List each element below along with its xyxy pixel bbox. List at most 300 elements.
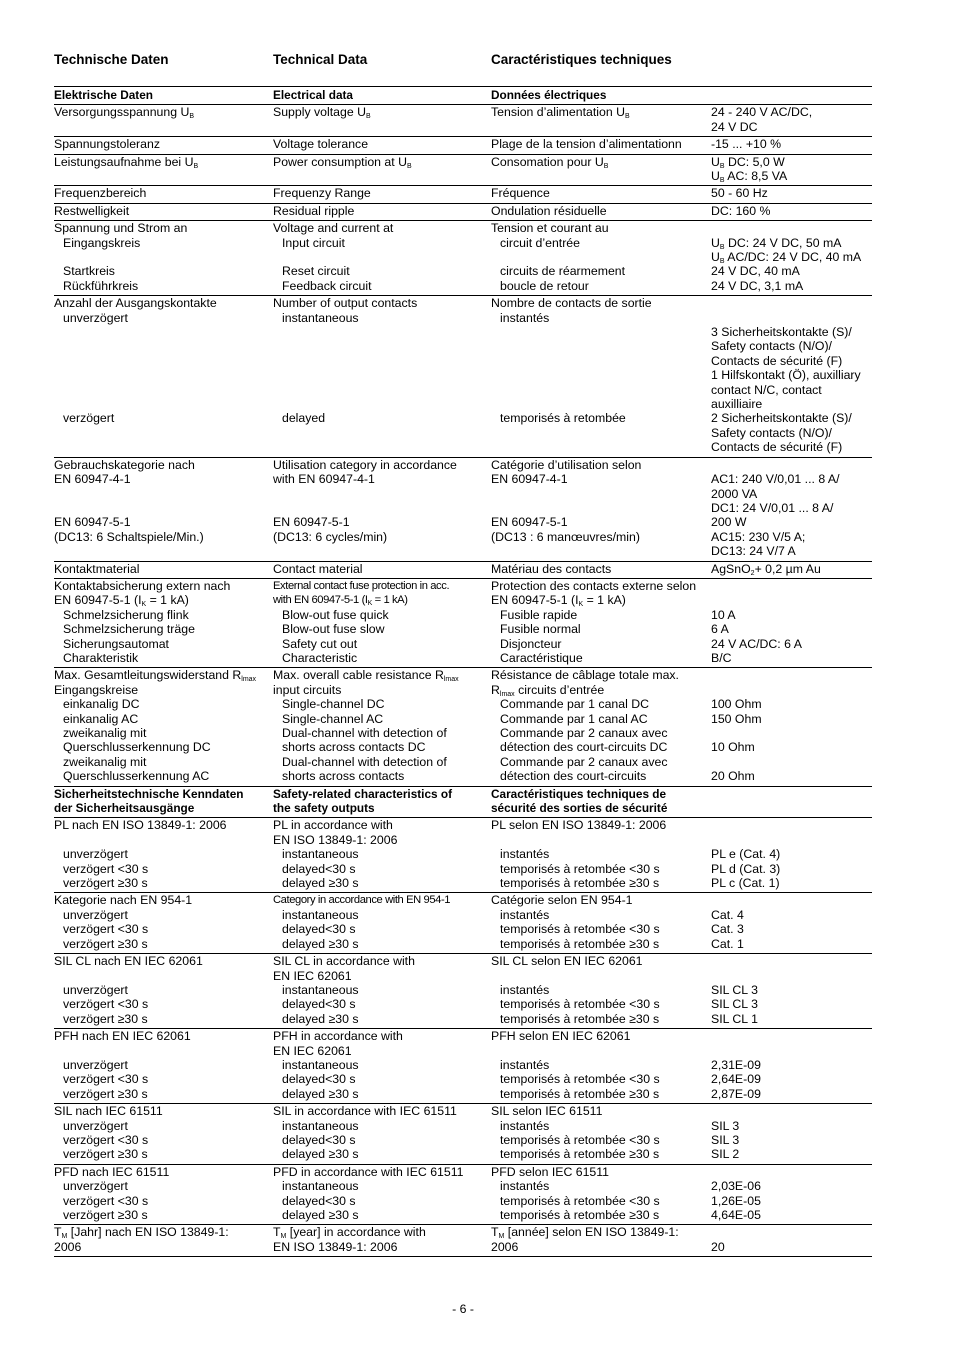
cell-line: EN 60947-5-1 <box>54 515 131 530</box>
cell-line: instantés <box>500 1179 550 1194</box>
cell-line: 20 Ohm <box>711 769 755 784</box>
cell-line: delayed ≥30 s <box>282 1147 359 1162</box>
cell-french <box>491 88 711 105</box>
cell-french <box>491 221 711 296</box>
cell-line: delayed<30 s <box>282 922 356 937</box>
cell-line: instantaneous <box>282 907 359 922</box>
cell-line: Contacts de sécurité (F) <box>711 440 843 455</box>
cell-line: Startkreis <box>63 264 115 279</box>
cell-line: PL d (Cat. 3) <box>711 861 781 876</box>
cell-line: verzögert ≥30 s <box>63 1086 148 1101</box>
cell-line: SIL 2 <box>711 1147 740 1162</box>
cell-line: Nombre de contacts de sortie <box>491 296 652 311</box>
cell-line: Input circuit <box>282 235 345 250</box>
cell-english <box>273 1225 491 1257</box>
cell-line: delayed ≥30 s <box>282 876 359 891</box>
cell-german <box>54 88 273 105</box>
cell-line <box>54 833 273 847</box>
cell-german <box>54 561 273 578</box>
cell-line: 200 W <box>711 515 747 530</box>
cell-line: SIL nach IEC 61511 <box>54 1104 163 1119</box>
table-row <box>54 954 872 1029</box>
cell-line: Commande par 1 canal DC <box>500 697 649 712</box>
cell-line <box>273 250 491 264</box>
cell-line: delayed ≥30 s <box>282 936 359 951</box>
cell-french <box>491 1225 711 1257</box>
cell-french <box>491 1029 711 1104</box>
cell-line: instantaneous <box>282 310 359 325</box>
cell-line: temporisés à retombée ≥30 s <box>500 1208 660 1222</box>
cell-french <box>491 105 711 137</box>
cell-french <box>491 668 711 786</box>
cell-line: 2,03E-06 <box>711 1179 761 1194</box>
cell-line: SIL 3 <box>711 1118 740 1133</box>
cell-french <box>491 1104 711 1165</box>
cell-line: PFH selon EN IEC 62061 <box>491 1029 631 1044</box>
cell-german <box>54 893 273 954</box>
cell-line: Electrical data <box>273 88 353 102</box>
cell-line: PL in accordance with <box>273 818 393 833</box>
cell-english <box>273 954 491 1029</box>
cell-german <box>54 818 273 893</box>
cell-line: Safety contacts (N/O)/ <box>711 339 832 354</box>
cell-english <box>273 88 491 105</box>
cell-line: einkanalig AC <box>63 711 139 726</box>
cell-line <box>711 1165 872 1179</box>
cell-line: 100 Ohm <box>711 697 762 712</box>
cell-line: 50 - 60 Hz <box>711 186 768 201</box>
cell-line: DC1: 24 V/0,01 ... 8 A/ <box>711 500 834 515</box>
cell-line <box>54 440 273 454</box>
cell-line: détection des court-circuits <box>500 769 647 784</box>
cell-line: Commande par 2 canaux avec <box>500 726 668 740</box>
cell-line <box>711 1044 872 1058</box>
cell-value <box>711 954 872 1029</box>
cell-line: 1 Hilfskontakt (Ö), auxilliary <box>711 368 861 383</box>
cell-value <box>711 1104 872 1165</box>
cell-line: $U_B$ AC/DC: 24 V DC, 40 mA <box>711 250 862 266</box>
cell-line: 24 V DC, 3,1 mA <box>711 278 804 293</box>
section-header-row <box>54 88 872 105</box>
cell-line: unverzögert <box>63 310 128 325</box>
cell-line: Cat. 4 <box>711 907 744 922</box>
cell-line: Elektrische Daten <box>54 88 154 102</box>
cell-value <box>711 578 872 667</box>
cell-line: 2,87E-09 <box>711 1086 761 1101</box>
cell-english <box>273 1104 491 1165</box>
cell-line: 2,31E-09 <box>711 1057 761 1072</box>
cell-french <box>491 154 711 186</box>
cell-english <box>273 893 491 954</box>
cell-line: Fusible rapide <box>500 607 578 622</box>
cell-line: SIL CL in accordance with <box>273 954 415 969</box>
cell-french <box>491 893 711 954</box>
cell-line: détection des court-circuits DC <box>500 740 668 755</box>
cell-line: contact N/C, contact <box>711 382 822 397</box>
cell-line <box>491 501 711 515</box>
cell-line: Ondulation résiduelle <box>491 203 607 218</box>
cell-line: B/C <box>711 650 732 665</box>
cell-line: SIL selon IEC 61511 <box>491 1104 603 1119</box>
cell-line: delayed<30 s <box>282 1132 356 1147</box>
table-row <box>54 296 872 457</box>
cell-line <box>491 325 711 339</box>
cell-line <box>491 969 711 983</box>
cell-line: Kategorie nach EN 954-1 <box>54 893 193 908</box>
cell-line <box>54 487 273 501</box>
cell-line: verzögert ≥30 s <box>63 936 148 951</box>
cell-line: PFH nach EN IEC 62061 <box>54 1029 191 1044</box>
cell-line: PFD nach IEC 61511 <box>54 1164 170 1179</box>
cell-line: Charakteristik <box>63 650 139 665</box>
cell-line: Rückführkreis <box>63 278 139 293</box>
cell-line <box>273 383 491 397</box>
cell-line: Matériau des contacts <box>491 561 612 576</box>
table-row <box>54 1029 872 1104</box>
cell-line: EN IEC 62061 <box>273 1043 352 1058</box>
cell-line <box>54 501 273 515</box>
cell-line: EN 60947-4-1 <box>54 472 131 487</box>
cell-line: 6 A <box>711 622 729 637</box>
cell-line: Frequenzy Range <box>273 186 371 201</box>
cell-line: Dual-channel with detection of <box>282 754 447 769</box>
cell-english <box>273 1164 491 1225</box>
cell-value <box>711 1164 872 1225</box>
cell-value <box>711 457 872 561</box>
cell-line: verzögert <30 s <box>63 922 149 937</box>
cell-german <box>54 203 273 220</box>
cell-line: Cat. 1 <box>711 936 744 951</box>
cell-line: $R_{lmax}$ circuits d’entrée <box>491 682 605 698</box>
cell-line <box>711 818 872 832</box>
cell-line: Max. overall cable resistance $R_{lmax}$ <box>273 668 459 684</box>
cell-line: EN ISO 13849-1: 2006 <box>273 832 398 847</box>
cell-value <box>711 1225 872 1257</box>
cell-line <box>273 325 491 339</box>
cell-english <box>273 154 491 186</box>
cell-line: Fusible normal <box>500 622 581 637</box>
table-row <box>54 154 872 186</box>
cell-line <box>273 397 491 411</box>
cell-line: Querschlusserkennung AC <box>63 769 210 784</box>
cell-line: unverzögert <box>63 1179 128 1194</box>
cell-line <box>711 593 872 607</box>
cell-line: instantés <box>500 982 550 997</box>
cell-line <box>711 833 872 847</box>
cell-line: SIL CL 3 <box>711 997 758 1012</box>
cell-line <box>491 354 711 368</box>
cell-line: Cat. 3 <box>711 922 744 937</box>
cell-line: Safety contacts (N/O)/ <box>711 425 832 440</box>
cell-english <box>273 578 491 667</box>
cell-value <box>711 786 872 818</box>
cell-line <box>273 501 491 515</box>
cell-line: unverzögert <box>63 1057 128 1072</box>
technical-data-table <box>54 88 872 1257</box>
cell-line <box>711 968 872 982</box>
cell-line: Contacts de sécurité (F) <box>711 353 843 368</box>
cell-value <box>711 88 872 105</box>
cell-line <box>54 969 273 983</box>
cell-line <box>491 487 711 501</box>
cell-line: AgSnO$_2$+ 0,2 µm Au <box>711 561 821 577</box>
cell-line <box>711 726 872 740</box>
cell-line <box>273 354 491 368</box>
cell-line: 2000 VA <box>711 486 758 501</box>
cell-line <box>54 426 273 440</box>
cell-line: instantaneous <box>282 847 359 862</box>
cell-line: Category in accordance with EN 954-1 <box>273 894 451 907</box>
table-row <box>54 1225 872 1257</box>
cell-french <box>491 186 711 203</box>
cell-line: Blow-out fuse quick <box>282 607 389 622</box>
cell-line: Schmelzsicherung träge <box>63 622 195 637</box>
cell-line: Eingangskreis <box>63 235 141 250</box>
cell-line: Commande par 1 canal AC <box>500 711 648 726</box>
cell-english <box>273 186 491 203</box>
cell-line: temporisés à retombée <30 s <box>500 997 660 1012</box>
cell-line <box>54 339 273 353</box>
cell-german <box>54 105 273 137</box>
cell-line: instantés <box>500 310 550 325</box>
cell-line: verzögert <30 s <box>63 861 149 876</box>
cell-line <box>54 368 273 382</box>
cell-line: circuit d’entrée <box>500 235 580 250</box>
cell-line: Gebrauchskategorie nach <box>54 457 195 472</box>
cell-line <box>711 668 872 682</box>
cell-line: Max. Gesamtleitungswiderstand $R_{lmax}$ <box>54 668 257 684</box>
cell-line: Safety cut out <box>282 636 358 651</box>
table-row <box>54 186 872 203</box>
cell-english <box>273 137 491 154</box>
cell-french <box>491 954 711 1029</box>
cell-line: 3 Sicherheitskontakte (S)/ <box>711 325 852 340</box>
cell-french <box>491 1164 711 1225</box>
table-row <box>54 561 872 578</box>
cell-line: 20 <box>711 1239 725 1254</box>
cell-line: 4,64E-05 <box>711 1207 761 1222</box>
cell-line: 2 Sicherheitskontakte (S)/ <box>711 411 852 426</box>
cell-line: Voltage and current at <box>273 221 394 236</box>
cell-line: delayed<30 s <box>282 1072 356 1087</box>
cell-line: EN 60947-5-1 ($I_K = 1$ kA) <box>54 593 189 609</box>
cell-value <box>711 203 872 220</box>
cell-line: with EN 60947-4-1 <box>273 472 375 487</box>
cell-english <box>273 105 491 137</box>
header-french: Caractéristiques techniques <box>491 52 672 67</box>
cell-line <box>711 1029 872 1043</box>
cell-line: PFH in accordance with <box>273 1029 403 1044</box>
cell-line: Tension d’alimentation $U_B$ <box>491 105 630 121</box>
cell-english <box>273 668 491 786</box>
cell-line: SIL in accordance with IEC 61511 <box>273 1104 457 1119</box>
cell-line <box>54 1044 273 1058</box>
cell-line: Versorgungsspannung $U_B$ <box>54 105 195 121</box>
cell-line <box>711 893 872 907</box>
cell-line: Frequenzbereich <box>54 186 147 201</box>
cell-line: External contact fuse protection in acc. <box>273 579 450 592</box>
cell-line <box>711 458 872 472</box>
cell-line: temporisés à retombée <30 s <box>500 1193 660 1208</box>
table-row <box>54 1104 872 1165</box>
cell-line: temporisés à retombée ≥30 s <box>500 1086 660 1101</box>
cell-line <box>54 250 273 264</box>
cell-line: delayed<30 s <box>282 1193 356 1208</box>
cell-line: (DC13 : 6 manœuvres/min) <box>491 529 640 544</box>
cell-line: Dual-channel with detection of <box>282 726 447 740</box>
cell-line: Caractéristique <box>500 650 583 665</box>
cell-line: instantés <box>500 1057 550 1072</box>
header-german: Technische Daten <box>54 52 169 67</box>
cell-line: temporisés à retombée <30 s <box>500 1072 660 1087</box>
cell-line <box>491 426 711 440</box>
cell-line: Kontaktmaterial <box>54 561 140 576</box>
cell-french <box>491 296 711 457</box>
cell-line: delayed<30 s <box>282 997 356 1012</box>
cell-line: EN 60947-5-1 <box>273 515 350 530</box>
cell-line: Sicherungsautomat <box>63 636 169 651</box>
header-english: Technical Data <box>273 52 368 67</box>
cell-value <box>711 186 872 203</box>
section-header-row <box>54 786 872 818</box>
cell-english <box>273 203 491 220</box>
cell-line: Reset circuit <box>282 264 350 279</box>
cell-line <box>491 368 711 382</box>
cell-line: AC1: 240 V/0,01 ... 8 A/ <box>711 472 840 487</box>
cell-line: delayed ≥30 s <box>282 1086 359 1101</box>
cell-line <box>273 440 491 454</box>
cell-german <box>54 154 273 186</box>
cell-french <box>491 137 711 154</box>
cell-line: Spannungstoleranz <box>54 137 160 152</box>
cell-line: instantaneous <box>282 1179 359 1194</box>
table-header <box>54 52 872 84</box>
cell-line: verzögert ≥30 s <box>63 1147 148 1162</box>
cell-line <box>491 833 711 847</box>
table-row <box>54 203 872 220</box>
cell-line: sécurité des sorties de sécurité <box>491 801 668 816</box>
table-row <box>54 105 872 137</box>
cell-english <box>273 818 491 893</box>
cell-line: PFD selon IEC 61511 <box>491 1164 610 1179</box>
cell-german <box>54 668 273 786</box>
cell-line: Protection des contacts externe selon <box>491 578 697 593</box>
cell-german <box>54 137 273 154</box>
cell-line: instantés <box>500 907 550 922</box>
cell-line: PFD in accordance with IEC 61511 <box>273 1164 464 1179</box>
cell-line: 2006 <box>54 1239 82 1254</box>
cell-value <box>711 221 872 296</box>
cell-german <box>54 1104 273 1165</box>
cell-german <box>54 457 273 561</box>
cell-line: with EN 60947-5-1 ($I_K = 1$ kA) <box>273 594 408 608</box>
cell-line: PL nach EN ISO 13849-1: 2006 <box>54 818 227 833</box>
cell-line: zweikanalig mit <box>63 726 147 740</box>
cell-line: SIL CL 3 <box>711 982 758 997</box>
cell-line: SIL CL selon EN IEC 62061 <box>491 954 643 969</box>
cell-german <box>54 221 273 296</box>
cell-line: instantaneous <box>282 1057 359 1072</box>
cell-line <box>491 383 711 397</box>
table-row <box>54 1164 872 1225</box>
cell-line: Characteristic <box>282 650 358 665</box>
cell-line: verzögert ≥30 s <box>63 1208 148 1222</box>
table-row <box>54 893 872 954</box>
cell-line: temporisés à retombée <box>500 411 626 426</box>
cell-line: delayed<30 s <box>282 861 356 876</box>
cell-line <box>273 487 491 501</box>
cell-line: 2,64E-09 <box>711 1072 761 1087</box>
cell-line: Spannung und Strom an <box>54 221 188 236</box>
cell-line: boucle de retour <box>500 278 589 293</box>
cell-line: verzögert <30 s <box>63 1193 149 1208</box>
cell-line: delayed ≥30 s <box>282 1011 359 1026</box>
cell-line: verzögert <30 s <box>63 1132 149 1147</box>
cell-line: Leistungsaufnahme bei $U_B$ <box>54 154 199 170</box>
cell-line: SIL 3 <box>711 1132 740 1147</box>
cell-value <box>711 893 872 954</box>
page-number: - 6 - <box>452 1302 474 1316</box>
cell-german <box>54 296 273 457</box>
cell-line: the safety outputs <box>273 801 375 816</box>
cell-line: temporisés à retombée <30 s <box>500 922 660 937</box>
cell-line: 10 Ohm <box>711 740 755 755</box>
cell-line <box>491 397 711 411</box>
cell-line: Tension et courant au <box>491 221 609 236</box>
cell-line: temporisés à retombée <30 s <box>500 861 660 876</box>
cell-line: 24 V AC/DC: 6 A <box>711 636 802 651</box>
cell-line: Commande par 2 canaux avec <box>500 754 668 769</box>
cell-line: Voltage tolerance <box>273 137 369 152</box>
cell-line: unverzögert <box>63 1118 128 1133</box>
cell-line <box>491 339 711 353</box>
cell-german <box>54 1029 273 1104</box>
cell-line: $T_M$ [année] selon EN ISO 13849-1: <box>491 1225 679 1241</box>
table-row <box>54 137 872 154</box>
cell-line: Caractéristiques techniques de <box>491 786 667 801</box>
cell-line <box>711 1225 872 1239</box>
cell-line <box>711 311 872 325</box>
cell-line: zweikanalig mit <box>63 754 147 769</box>
cell-line: -15 ... +10 % <box>711 137 782 152</box>
cell-line: shorts across contacts <box>282 769 405 784</box>
cell-line: $T_M$ [Jahr] nach EN ISO 13849-1: <box>54 1225 229 1241</box>
cell-line: Consomation pour $U_B$ <box>491 154 609 170</box>
cell-french <box>491 578 711 667</box>
cell-line: delayed <box>282 411 326 426</box>
cell-line: Disjoncteur <box>500 636 562 651</box>
cell-line: instantés <box>500 1118 550 1133</box>
cell-line: Contact material <box>273 561 363 576</box>
cell-english <box>273 561 491 578</box>
cell-line: instantaneous <box>282 1118 359 1133</box>
cell-value <box>711 818 872 893</box>
cell-line: delayed ≥30 s <box>282 1208 359 1222</box>
cell-line: unverzögert <box>63 847 128 862</box>
cell-line: temporisés à retombée ≥30 s <box>500 876 660 891</box>
cell-german <box>54 1164 273 1225</box>
cell-line <box>54 383 273 397</box>
cell-line: verzögert <box>63 411 115 426</box>
cell-line: Résistance de câblage totale max. <box>491 668 679 683</box>
cell-line: temporisés à retombée ≥30 s <box>500 1147 660 1162</box>
cell-value <box>711 1029 872 1104</box>
cell-line: einkanalig DC <box>63 697 140 712</box>
cell-french <box>491 818 711 893</box>
cell-line: (DC13: 6 cycles/min) <box>273 529 388 544</box>
table-row <box>54 578 872 667</box>
cell-line: unverzögert <box>63 982 128 997</box>
